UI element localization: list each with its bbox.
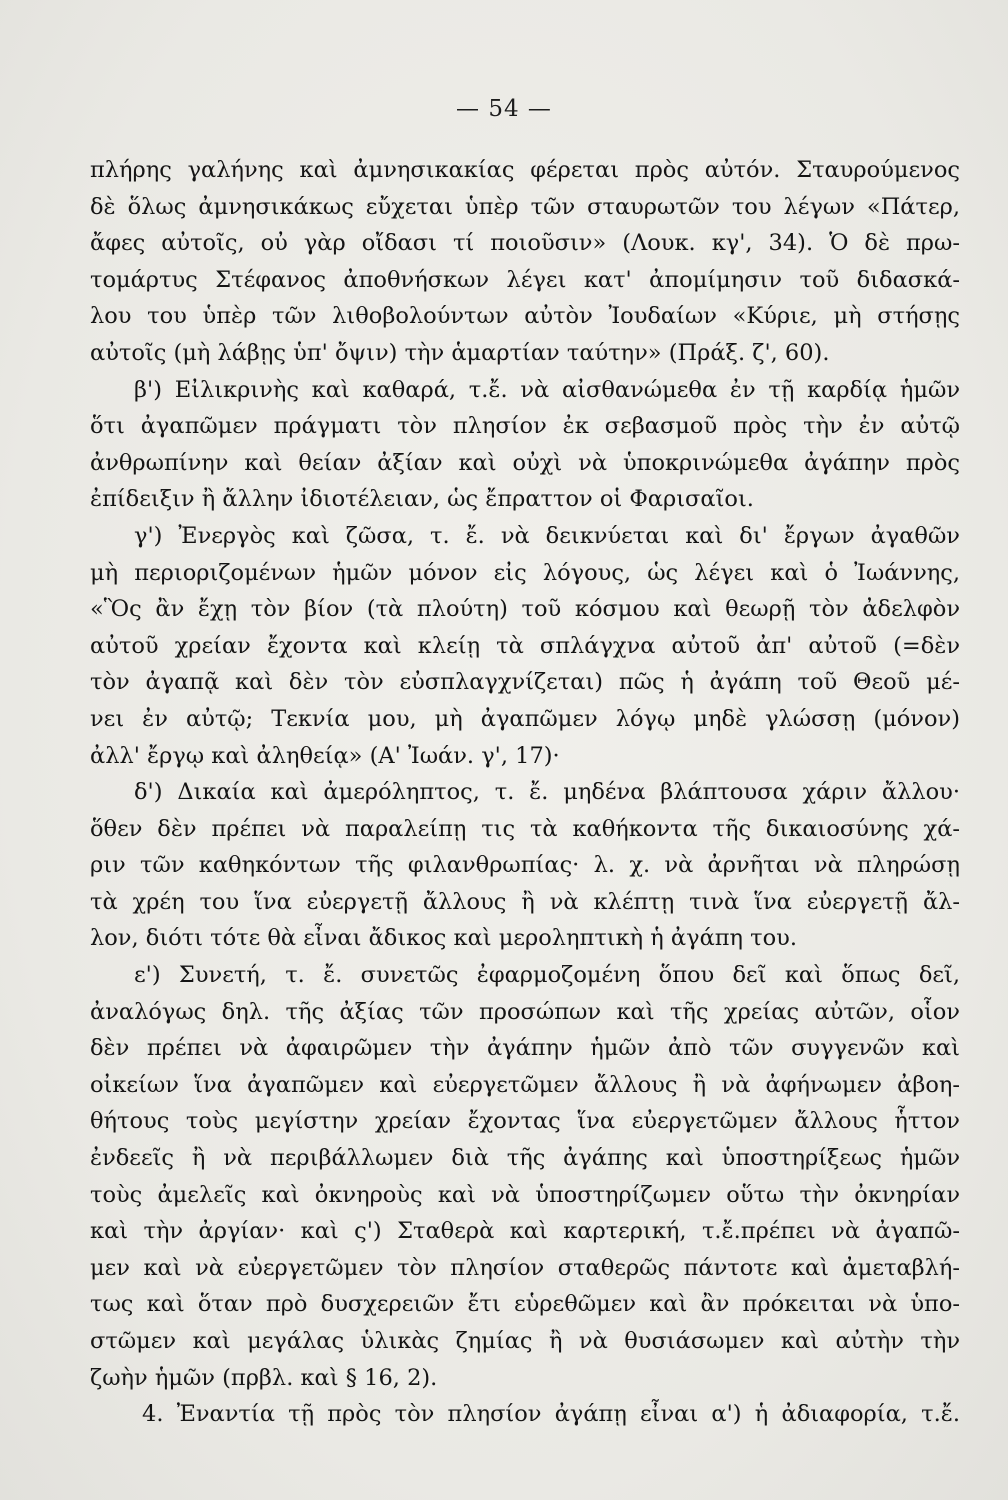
- text-line: τομάρτυς Στέφανος ἀποθνήσκων λέγει κατ' ἀπομίμησιν τοῦ διδασκά-: [90, 266, 960, 293]
- text-line: ζωὴν ἡμῶν (πρβλ. καὶ § 16, 2).: [90, 1364, 438, 1391]
- text-line: β') Εἰλικρινὴς καὶ καθαρά, τ.ἔ. νὰ αἰσθανώμεθα ἐν τῇ καρδίᾳ ἡμῶν: [134, 376, 960, 403]
- body-text: [90, 152, 960, 1433]
- text-line: μεν καὶ νὰ εὐεργετῶμεν τὸν πλησίον σταθερῶς πάντοτε καὶ ἀμεταβλή-: [90, 1254, 960, 1281]
- text-line: γ') Ἐνεργὸς καὶ ζῶσα, τ. ἔ. νὰ δεικνύεται καὶ δι' ἔργων ἀγαθῶν: [134, 522, 960, 549]
- text-line: τὸν ἀγαπᾷ καὶ δὲν τὸν εὐσπλαγχνίζεται) πῶς ἡ ἀγάπη τοῦ Θεοῦ μέ-: [90, 669, 960, 696]
- text-line: ἀνθρωπίνην καὶ θείαν ἀξίαν καὶ οὐχὶ νὰ ὑποκρινώμεθα ἀγάπην πρὸς: [90, 449, 960, 476]
- text-line: 4. Ἐναντία τῇ πρὸς τὸν πλησίον ἀγάπῃ εἶναι α') ἡ ἀδιαφορία, τ.ἔ.: [142, 1401, 960, 1428]
- text-line: θήτους τοὺς μεγίστην χρείαν ἔχοντας ἵνα εὐεργετῶμεν ἄλλους ἧττον: [90, 1108, 960, 1135]
- text-line: ἄφες αὐτοῖς, οὐ γὰρ οἴδασι τί ποιοῦσιν» (Λουκ. κγ', 34). Ὁ δὲ πρω-: [90, 230, 960, 257]
- text-line: νει ἐν αὐτῷ; Τεκνία μου, μὴ ἀγαπῶμεν λόγῳ μηδὲ γλώσσῃ (μόνον): [90, 705, 960, 732]
- text-line: πλήρης γαλήνης καὶ ἀμνησικακίας φέρεται πρὸς αὐτόν. Σταυρούμενος: [90, 157, 960, 183]
- text-line: ὅτι ἀγαπῶμεν πράγματι τὸν πλησίον ἐκ σεβασμοῦ πρὸς τὴν ἐν αὐτῷ: [90, 413, 960, 440]
- text-line: δὲν πρέπει νὰ ἀφαιρῶμεν τὴν ἀγάπην ἡμῶν ἀπὸ τῶν συγγενῶν καὶ: [90, 1035, 960, 1062]
- text-line: ἐνδεεῖς ἢ νὰ περιβάλλωμεν διὰ τῆς ἀγάπης καὶ ὑποστηρίξεως ἡμῶν: [90, 1145, 960, 1172]
- text-line: ἐπίδειξιν ἢ ἄλλην ἰδιοτέλειαν, ὡς ἔπραττον οἱ Φαρισαῖοι.: [90, 486, 754, 513]
- text-line: τὰ χρέη του ἵνα εὐεργετῇ ἄλλους ἢ νὰ κλέπτῃ τινὰ ἵνα εὐεργετῇ ἄλ-: [90, 888, 960, 915]
- text-line: ε') Συνετή, τ. ἔ. συνετῶς ἐφαρμοζομένη ὅπου δεῖ καὶ ὅπως δεῖ,: [134, 962, 960, 989]
- text-line: δ') Δικαία καὶ ἀμερόληπτος, τ. ἔ. μηδένα βλάπτουσα χάριν ἄλλου·: [134, 779, 960, 806]
- text-line: λον, διότι τότε θὰ εἶναι ἄδικος καὶ μεροληπτικὴ ἡ ἀγάπη του.: [90, 925, 798, 952]
- text-line: ὅθεν δὲν πρέπει νὰ παραλείπῃ τις τὰ καθήκοντα τῆς δικαιοσύνης χά-: [90, 815, 960, 842]
- text-line: δὲ ὅλως ἀμνησικάκως εὔχεται ὑπὲρ τῶν σταυρωτῶν του λέγων «Πάτερ,: [90, 193, 960, 220]
- text-line: τοὺς ἀμελεῖς καὶ ὀκνηροὺς καὶ νὰ ὑποστηρίζωμεν οὕτω τὴν ὀκνηρίαν: [90, 1181, 960, 1208]
- page-number: — 54 —: [456, 96, 552, 122]
- text-line: λου του ὑπὲρ τῶν λιθοβολούντων αὐτὸν Ἰουδαίων «Κύριε, μὴ στήσῃς: [90, 303, 960, 330]
- text-line: «Ὃς ἂν ἔχῃ τὸν βίον (τὰ πλούτη) τοῦ κόσμου καὶ θεωρῇ τὸν ἀδελφὸν: [90, 596, 960, 623]
- text-line: ἀναλόγως δηλ. τῆς ἀξίας τῶν προσώπων καὶ τῆς χρείας αὐτῶν, οἷον: [90, 998, 960, 1025]
- text-line: τως καὶ ὅταν πρὸ δυσχερειῶν ἔτι εὑρεθῶμεν καὶ ἂν πρόκειται νὰ ὑπο-: [90, 1291, 960, 1318]
- text-line: ἀλλ' ἔργῳ καὶ ἀληθείᾳ» (Α' Ἰωάν. γ', 17)·: [90, 742, 560, 769]
- text-line: καὶ τὴν ἀργίαν· καὶ ς') Σταθερὰ καὶ καρτερική, τ.ἔ.πρέπει νὰ ἀγαπῶ-: [90, 1218, 960, 1245]
- text-line: στῶμεν καὶ μεγάλας ὑλικὰς ζημίας ἢ νὰ θυσιάσωμεν καὶ αὐτὴν τὴν: [90, 1328, 960, 1354]
- text-line: μὴ περιοριζομένων ἡμῶν μόνον εἰς λόγους, ὡς λέγει καὶ ὁ Ἰωάννης,: [90, 559, 960, 586]
- text-line: ριν τῶν καθηκόντων τῆς φιλανθρωπίας· λ. χ. νὰ ἀρνῆται νὰ πληρώσῃ: [90, 852, 960, 879]
- text-line: αὐτοῖς (μὴ λάβῃς ὑπ' ὄψιν) τὴν ἁμαρτίαν ταύτην» (Πράξ. ζ', 60).: [90, 339, 830, 366]
- text-line: οἰκείων ἵνα ἀγαπῶμεν καὶ εὐεργετῶμεν ἄλλους ἢ νὰ ἀφήνωμεν ἀβοη-: [90, 1071, 960, 1098]
- text-line: αὐτοῦ χρείαν ἔχοντα καὶ κλείῃ τὰ σπλάγχνα αὐτοῦ ἀπ' αὐτοῦ (=δὲν: [90, 632, 960, 659]
